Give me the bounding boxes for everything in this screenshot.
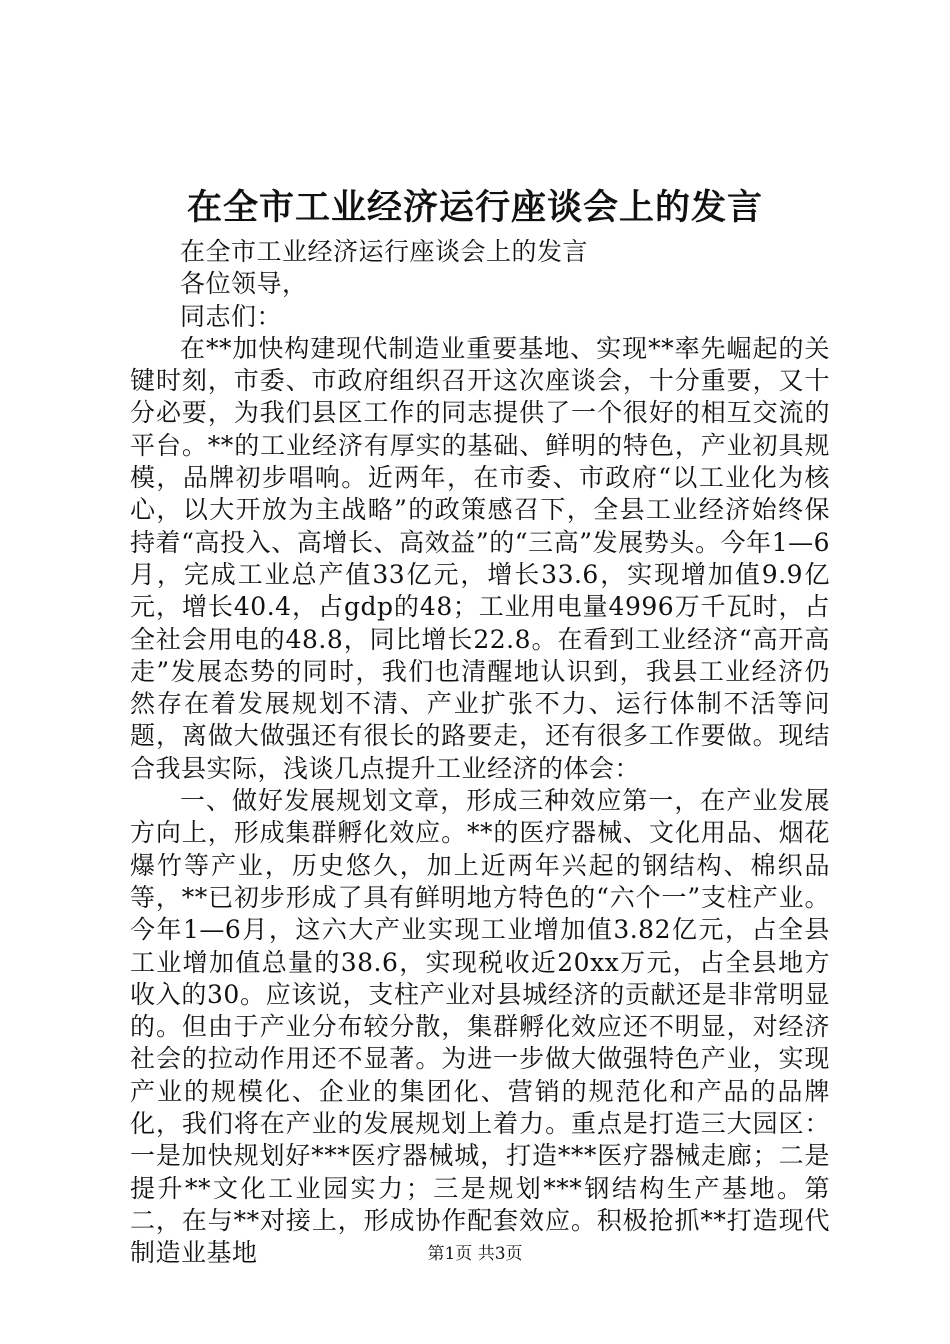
salutation-comrades: 同志们： bbox=[180, 301, 283, 331]
subtitle-paragraph: 在全市工业经济运行座谈会上的发言 bbox=[180, 237, 589, 266]
document-body bbox=[130, 236, 830, 1270]
page-footer: 第1页 共3页 bbox=[427, 1244, 523, 1264]
document-title: 在全市工业经济运行座谈会上的发言 bbox=[186, 187, 763, 228]
salutation-leaders: 各位领导， bbox=[180, 269, 308, 299]
body-paragraph: 在**加快构建现代制造业重要基地、实现**率先崛起的关键时刻，市委、市政府组织召开这次座谈会，十分重要，又十分必要，为我们县区工作的同志提供了一个很好的相互交流的平台。**的工业经济有厚实的基础、鲜明的特色，产业初具规模，品牌初步唱响。近两年，在市委、市政府“以工业化为核心，以大开放为主战略”的政策感召下，全县工业经济始终保持着“高投入、高增长、高效益”的“三高”发展势头。今年1—6月，完成工业总产值33亿元，增长33.6，实现增加值9.9亿元，增长40.4，占gdp的48；工业用电量4996万千瓦时，占全社会用电的48.8，同比增长22.8。在看到工业经济“高开高走”发展态势的同时，我们也清醒地认识到，我县工业经济仍然存在着发展规划不清、产业扩张不力、运行体制不活等问题，离做大做强还有很长的路要走，还有很多工作要做。现结合我县实际，浅谈几点提升工业经济的体会： bbox=[130, 333, 830, 783]
body-paragraph: 一、做好发展规划文章，形成三种效应第一，在产业发展方向上，形成集群孵化效应。**的医疗器械、文化用品、烟花爆竹等产业，历史悠久，加上近两年兴起的钢结构、棉织品等，**已初步形成了具有鲜明地方特色的“六个一”支柱产业。今年1—6月，这六大产业实现工业增加值3.82亿元，占全县工业增加值总量的38.6，实现税收近20xx万元，占全县地方收入的30。应该说，支柱产业对县城经济的贡献还是非常明显的。但由于产业分布较分散，集群孵化效应还不明显，对经济社会的拉动作用还不显著。为进一步做大做强特色产业，实现产业的规模化、企业的集团化、营销的规范化和产品的品牌化，我们将在产业的发展规划上着力。重点是打造三大园区：一是加快规划好***医疗器械城，打造***医疗器械走廊；二是提升**文化工业园实力；三是规划***钢结构生产基地。第二，在与**对接上，形成协作配套效应。积极抢抓**打造现代制造业基地 bbox=[130, 786, 830, 1268]
